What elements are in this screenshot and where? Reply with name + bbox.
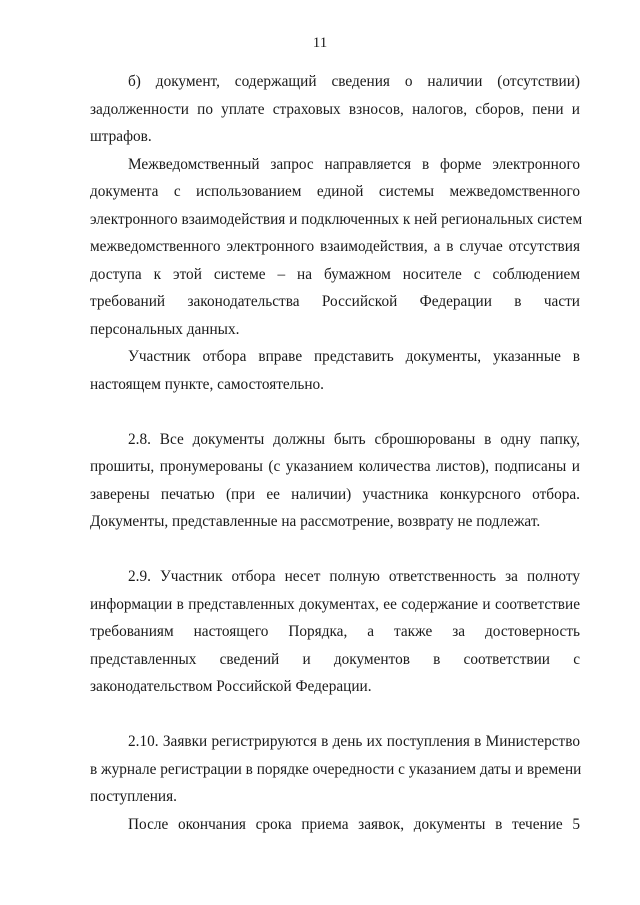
text-line: доступа к этой системе – на бумажном носителе с соблюдением	[90, 265, 580, 283]
text-line: в журнале регистрации в порядке очередности с указанием даты и времени	[90, 760, 582, 778]
text-line: требований законодательства Российской Федерации в части	[90, 293, 580, 310]
paragraph	[90, 151, 583, 344]
text-line: требованиям настоящего Порядка, а также за достоверность	[90, 623, 580, 640]
paragraph	[90, 426, 580, 536]
text-line: межведомственного электронного взаимодействия, а в случае отсутствия	[90, 238, 580, 255]
text-line: 2.8. Все документы должны быть сброшюрованы в одну папку,	[128, 430, 580, 448]
text-line: б) документ, содержащий сведения о наличии (отсутствии)	[128, 73, 580, 90]
paragraph	[90, 728, 580, 811]
text-line: задолженности по уплате страховых взносов, налогов, сборов, пени и	[90, 100, 580, 118]
text-line: 2.9. Участник отбора несет полную ответственность за полноту	[128, 568, 580, 585]
text-line: законодательством Российской Федерации.	[90, 678, 372, 695]
paragraph-spacer	[90, 701, 580, 729]
text-line: электронного взаимодействия и подключенных к ней региональных систем	[90, 210, 583, 228]
page-number: 11	[312, 35, 328, 51]
text-line: представленных сведений и документов в соответствии с	[90, 650, 580, 668]
text-line: заверены печатью (при ее наличии) участника конкурсного отбора.	[90, 485, 580, 503]
text-line: поступления.	[90, 788, 177, 805]
paragraph	[90, 343, 580, 398]
text-line: Документы, представленные на рассмотрение, возврату не подлежат.	[90, 513, 541, 530]
text-line: персональных данных.	[90, 320, 240, 338]
text-line: настоящем пункте, самостоятельно.	[90, 375, 324, 393]
text-line: После окончания срока приема заявок, документы в течение 5	[128, 815, 580, 833]
text-line: документа с использованием единой системы межведомственного	[90, 183, 580, 200]
paragraph-spacer	[90, 536, 580, 564]
text-line: информации в представленных документах, ее содержание и соответствие	[90, 595, 580, 613]
paragraph	[90, 68, 580, 151]
paragraph	[90, 811, 580, 839]
text-line: Межведомственный запрос направляется в форме электронного	[128, 155, 580, 173]
text-line: прошиты, пронумерованы (с указанием количества листов), подписаны и	[90, 458, 580, 475]
paragraph	[90, 563, 580, 701]
text-line: Участник отбора вправе представить документы, указанные в	[128, 348, 580, 365]
paragraph-spacer	[90, 398, 580, 426]
text-line: штрафов.	[90, 128, 152, 145]
document-body	[90, 68, 583, 838]
text-line: 2.10. Заявки регистрируются в день их поступления в Министерство	[128, 733, 580, 750]
